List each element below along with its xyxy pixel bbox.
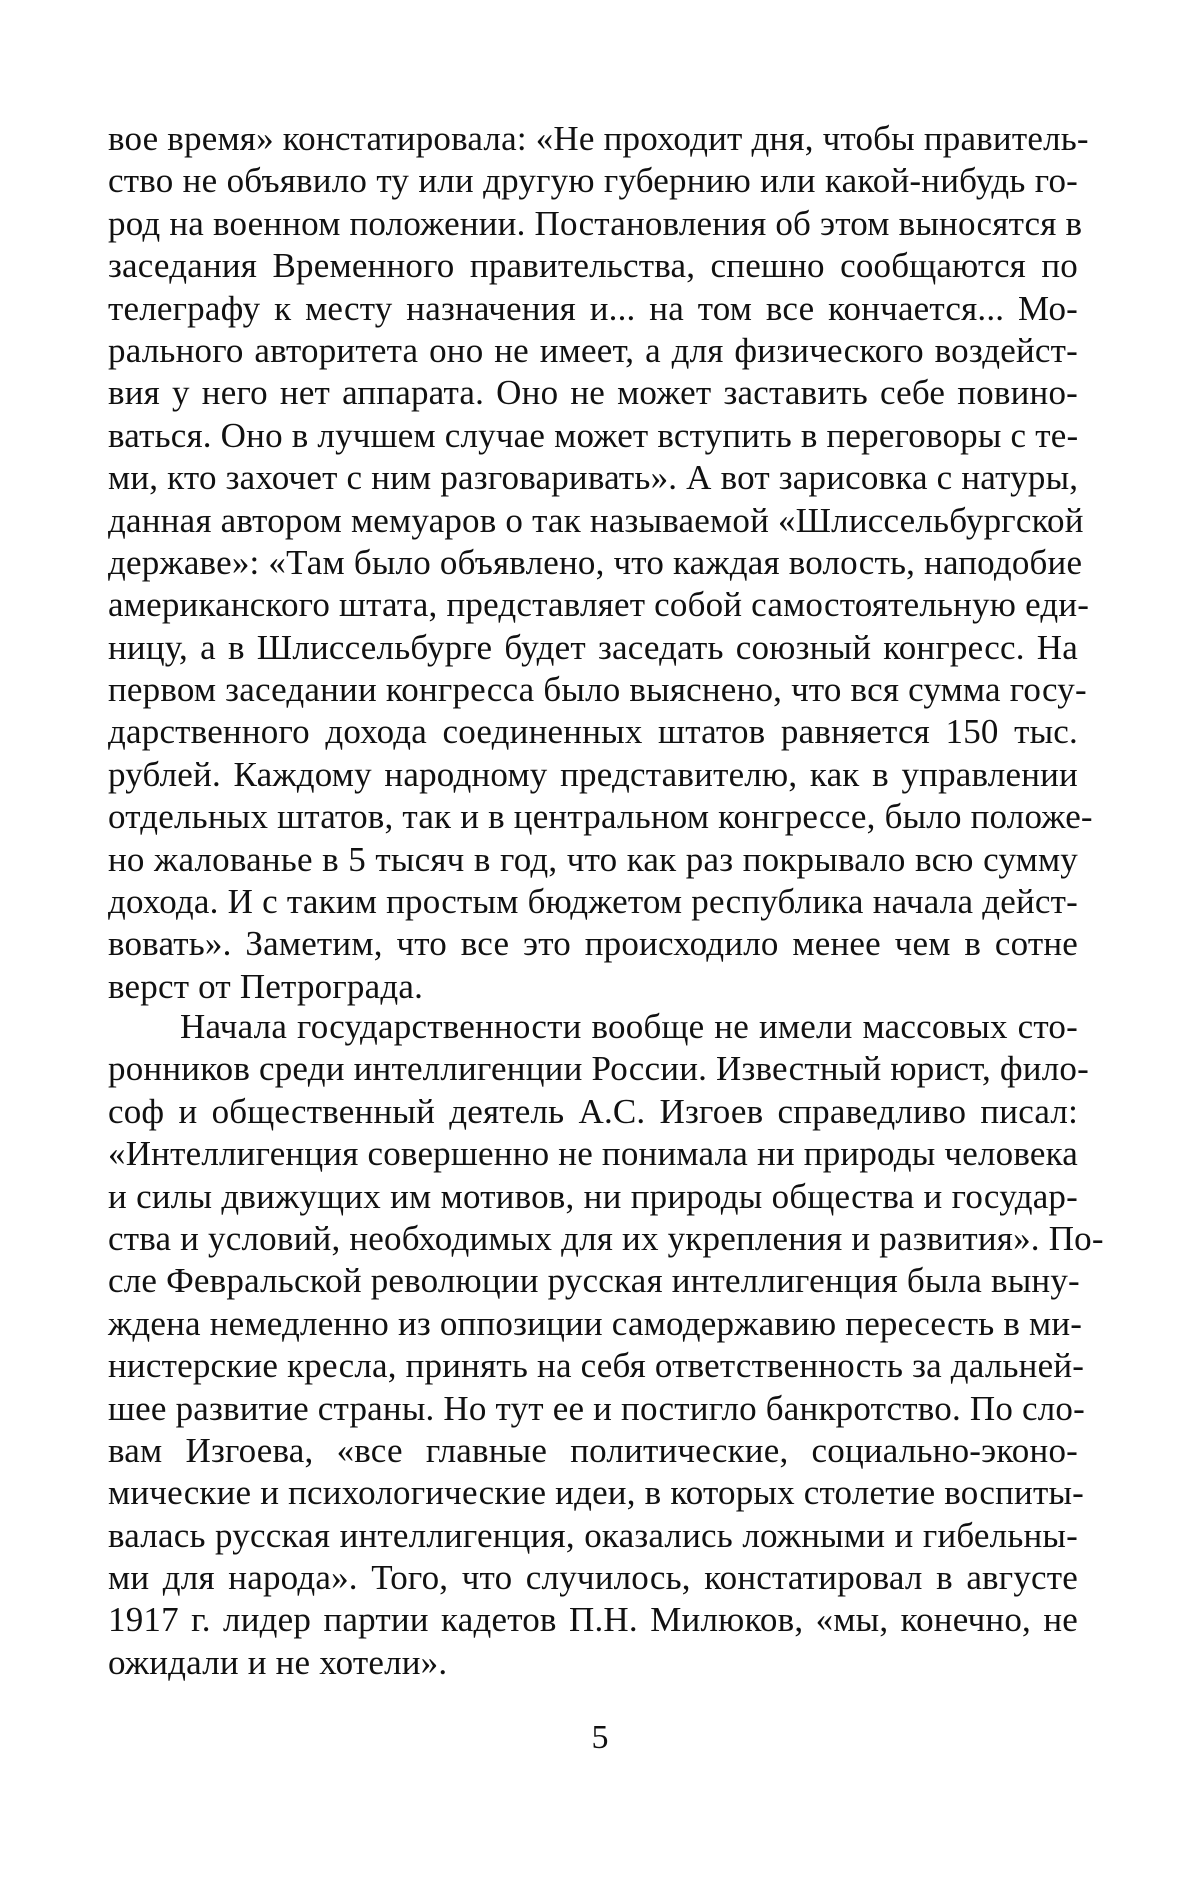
text-line: ваться. Оно в лучшем случае может вступить в переговоры с те- [108, 415, 1079, 455]
text-line: рального авторитета оно не имеет, а для физического воздейст- [108, 330, 1078, 370]
text-line: ми для народа». Того, что случилось, констатировал в августе [108, 1558, 1078, 1598]
text-line: вам Изгоева, «все главные политические, социально-эконо- [108, 1430, 1078, 1470]
text-line: ми, кто захочет с ним разговаривать». А вот зарисовка с натуры, [108, 458, 1079, 498]
page-number: 5 [591, 1719, 609, 1756]
text-line: вое время» констатировала: «Не проходит дня, чтобы правитель- [108, 119, 1089, 158]
text-line: вовать». Заметим, что все это происходило менее чем в сотне [108, 924, 1078, 964]
text-line: верст от Петрограда. [108, 966, 424, 1006]
text-line: Начала государственности вообще не имели массовых сто- [180, 1007, 1078, 1046]
text-line: заседания Временного правительства, спешно сообщаются по [108, 246, 1078, 286]
text-line: ство не объявило ту или другую губернию или какой-нибудь го- [108, 161, 1078, 201]
text-line: ницу, а в Шлиссельбурге будет заседать союзный конгресс. На [108, 627, 1078, 667]
text-line: отдельных штатов, так и в центральном конгрессе, было положе- [108, 797, 1093, 837]
text-line: 1917 г. лидер партии кадетов П.Н. Милюков, «мы, конечно, не [108, 1600, 1078, 1640]
text-line: первом заседании конгресса было выяснено, что вся сумма госу- [108, 670, 1087, 710]
text-line: нистерские кресла, принять на себя ответственность за дальней- [108, 1346, 1085, 1386]
text-line: ожидали и не хотели». [108, 1642, 448, 1682]
text-line: ства и условий, необходимых для их укрепления и развития». По- [108, 1218, 1104, 1258]
text-line: сле Февральской революции русская интеллигенция была выну- [108, 1261, 1080, 1301]
text-line: ронников среди интеллигенции России. Известный юрист, фило- [108, 1049, 1089, 1089]
text-line: американского штата, представляет собой самостоятельную еди- [108, 585, 1090, 625]
text-line: валась русская интеллигенция, оказались ложными и гибельны- [108, 1515, 1078, 1555]
paragraph-1 [108, 118, 1093, 1008]
text-line: род на военном положении. Постановления об этом выносятся в [108, 203, 1083, 243]
text-line: дохода. И с таким простым бюджетом республика начала дейст- [108, 882, 1078, 922]
text-line: державе»: «Там было объявлено, что каждая волость, наподобие [108, 542, 1083, 582]
text-line: дарственного дохода соединенных штатов равняется 150 тыс. [108, 712, 1078, 752]
paragraph-2 [108, 1006, 1104, 1684]
text-line: рублей. Каждому народному представителю, как в управлении [108, 754, 1078, 794]
text-line: мические и психологические идеи, в которых столетие воспиты- [108, 1473, 1085, 1513]
text-line: шее развитие страны. Но тут ее и постигло банкротство. По сло- [108, 1388, 1085, 1428]
text-line: «Интеллигенция совершенно не понимала ни природы человека [108, 1134, 1078, 1174]
text-line: ждена немедленно из оппозиции самодержавию пересесть в ми- [108, 1303, 1083, 1343]
text-line: телеграфу к месту назначения и... на том все кончается... Мо- [108, 288, 1078, 328]
text-line: но жалованье в 5 тысяч в год, что как раз покрывало всю сумму [108, 839, 1078, 879]
text-line: соф и общественный деятель А.С. Изгоев справедливо писал: [108, 1091, 1078, 1131]
text-line: вия у него нет аппарата. Оно не может заставить себе повино- [108, 373, 1078, 413]
text-line: данная автором мемуаров о так называемой «Шлиссельбургской [108, 500, 1084, 540]
text-line: и силы движущих им мотивов, ни природы общества и государ- [108, 1176, 1078, 1216]
